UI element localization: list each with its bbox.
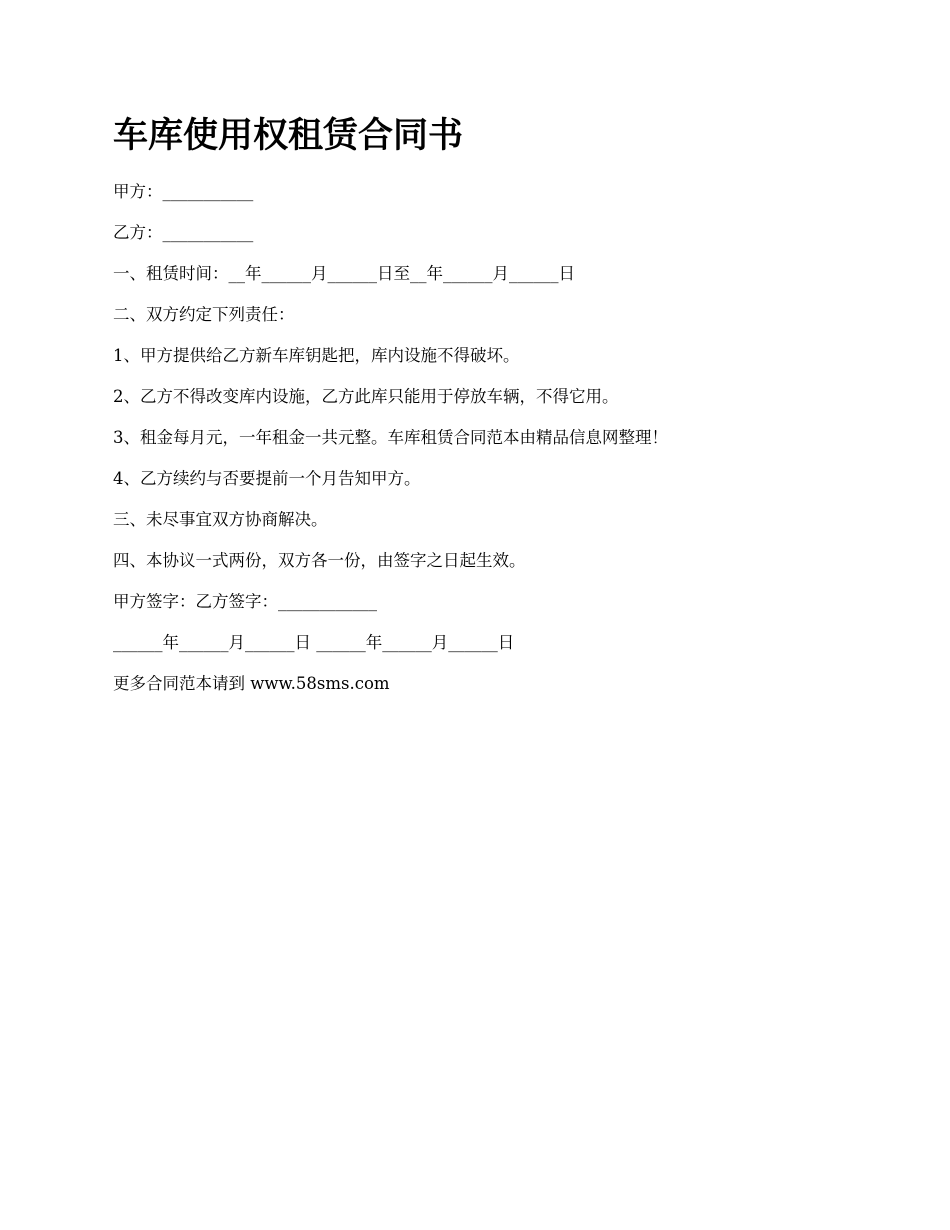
clause-3: 3、租金每月元，一年租金一共元整。车库租赁合同范本由精品信息网整理！	[113, 428, 668, 447]
clause-1: 1、甲方提供给乙方新车库钥匙把，库内设施不得破坏。	[113, 346, 520, 365]
signature-date-line: ______年______月______日 ______年______月______日	[113, 633, 515, 652]
party-a-line: 甲方：___________	[113, 182, 254, 201]
clause-4: 4、乙方续约与否要提前一个月告知甲方。	[113, 469, 421, 488]
responsibilities-heading: 二、双方约定下列责任：	[113, 305, 295, 324]
clause-2: 2、乙方不得改变库内设施，乙方此库只能用于停放车辆，不得它用。	[113, 387, 619, 406]
document-title: 车库使用权租赁合同书	[113, 115, 464, 156]
clause-copies: 四、本协议一式两份，双方各一份，由签字之日起生效。	[113, 551, 526, 570]
clause-other-matters: 三、未尽事宜双方协商解决。	[113, 510, 328, 529]
footer-more-templates: 更多合同范本请到 www.58sms.com	[113, 674, 390, 693]
signature-line: 甲方签字：乙方签字：____________	[113, 592, 377, 611]
lease-term-clause: 一、租赁时间：__年______月______日至__年______月______日	[113, 264, 575, 283]
party-b-line: 乙方：___________	[113, 223, 254, 242]
